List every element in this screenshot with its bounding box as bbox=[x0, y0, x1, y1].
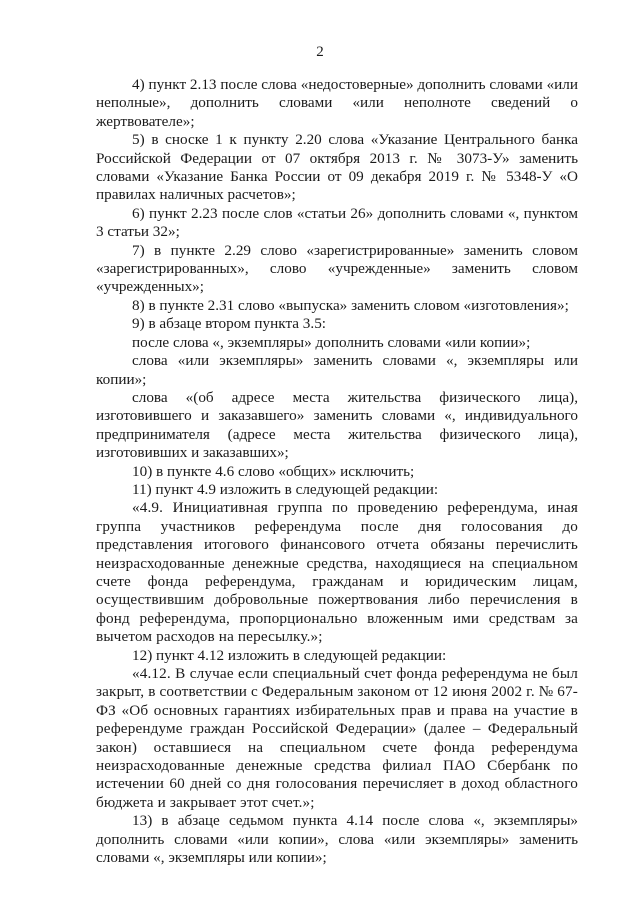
paragraph-item-5: 5) в сноске 1 к пункту 2.20 слова «Указание Центрального банка Российской Федерации от 07 октября 2013 г. № 3073-У» заменить словами «Указание Банка России от 09 декабря 2019 г. № 5348-У «О правилах наличных расчетов»; bbox=[96, 131, 578, 204]
paragraph-item-9-sub-2: слова «или экземпляры» заменить словами «, экземпляры или копии»; bbox=[96, 352, 578, 388]
paragraph-item-4: 4) пункт 2.13 после слова «недостоверные» дополнить словами «или неполные», дополнить словами «или неполноте сведений о жертвователе»; bbox=[96, 76, 578, 130]
paragraph-item-6: 6) пункт 2.23 после слов «статьи 26» дополнить словами «, пунктом 3 статьи 32»; bbox=[96, 204, 578, 241]
page-number: 2 bbox=[316, 44, 324, 60]
quoted-clause-4-9: «4.9. Инициативная группа по проведению референдума, иная группа участников референдума после дня голосования до представления итогового финансового отчета обязаны перечислить неизрасходованные денежные средства, находящиеся на специальном счете фонда референдума, гражданам и юридическим лицам, осуществившим добровольные пожертвования либо перечисления в фонд референдума, пропорционально вложенным ими средствам за вычетом расходов на пересылку.»; bbox=[96, 499, 578, 646]
paragraph-item-10: 10) в пункте 4.6 слово «общих» исключить; bbox=[132, 462, 415, 480]
quoted-clause-4-12: «4.12. В случае если специальный счет фонда референдума не был закрыт, в соответствии с Федеральным законом от 12 июня 2002 г. № 67-ФЗ «Об основных гарантиях избирательных прав и права на участие в референдуме граждан Российской Федерации» (далее – Федеральный закон) оставшиеся на специальном счете фонда референдума неизрасходованные денежные средства филиал ПАО Сбербанк по истечении 60 дней со дня голосования перечисляет в доход областного бюджета и закрывает этот счет.»; bbox=[96, 665, 578, 811]
paragraph-item-9-sub-3: слова «(об адресе места жительства физического лица), изготовившего и заказавшего» заменить словами «, индивидуального предпринимателя (адресе места жительства физического лица), изготовивших и заказавших»; bbox=[96, 388, 578, 462]
paragraph-item-11: 11) пункт 4.9 изложить в следующей редакции: bbox=[132, 480, 439, 498]
paragraph-item-7: 7) в пункте 2.29 слово «зарегистрированные» заменить словом «зарегистрированных», слово «учрежденные» заменить словом «учрежденных»; bbox=[96, 241, 578, 296]
paragraph-item-12: 12) пункт 4.12 изложить в следующей редакции: bbox=[132, 646, 447, 664]
paragraph-item-9-sub-1: после слова «, экземпляры» дополнить словами «или копии»; bbox=[132, 333, 531, 351]
paragraph-item-8: 8) в пункте 2.31 слово «выпуска» заменить словом «изготовления»; bbox=[132, 296, 569, 314]
paragraph-item-13: 13) в абзаце седьмом пункта 4.14 после слова «, экземпляры» дополнить словами «или копии», слова «или экземпляры» заменить словами «, экземпляры или копии»; bbox=[96, 812, 578, 867]
paragraph-item-9: 9) в абзаце втором пункта 3.5: bbox=[132, 315, 327, 333]
document-body bbox=[96, 76, 578, 867]
